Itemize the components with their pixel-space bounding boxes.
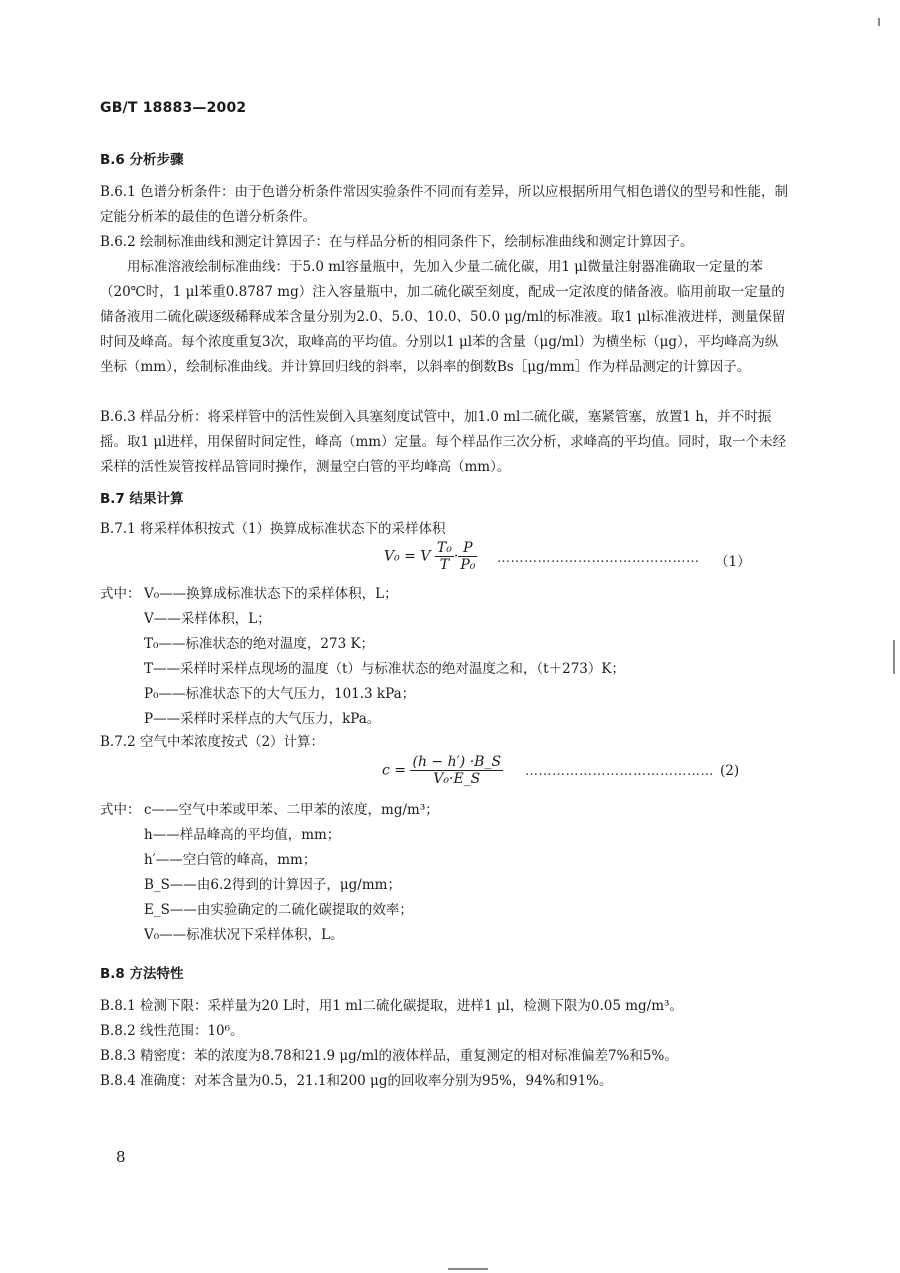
scan-mark	[878, 18, 880, 26]
where-prefix-2: 式中：	[100, 802, 141, 818]
section-b7-title: B.7 结果计算	[100, 491, 184, 507]
paragraph-b6-3: B.6.3 样品分析：将采样管中的活性炭倒入具塞刻度试管中，加1.0 ml二硫化碳，塞紧管塞，放置1 h，并不时振摇。取1 μl进样，用保留时间定性，峰高（mm）定量。每个样品作三次分析，求峰高的平均值。同时，取一个未经采样的活性炭管按样品管同时操作，测量空白管的平均峰高（mm）。	[100, 409, 787, 475]
where-prefix-1: 式中：	[100, 586, 141, 602]
where2-item: V₀——标准状况下采样体积，L。	[144, 927, 344, 943]
formula-1-lhs: V₀ = V	[384, 548, 431, 565]
page-number: 8	[116, 1148, 126, 1166]
paragraph-b8-4: B.8.4 准确度：对苯含量为0.5，21.1和200 μg的回收率分别为95%，94%和91%。	[100, 1073, 613, 1089]
formula-2-lhs: c =	[382, 762, 407, 779]
formula-1-dot: ·	[453, 548, 459, 565]
where2-item: h——样品峰高的平均值，mm；	[144, 827, 341, 843]
formula-1-fraction-pressure	[458, 540, 477, 573]
formula-1-frac2-numerator: P	[458, 540, 477, 557]
formula-1-leader-dots: ………………………………………	[497, 551, 700, 566]
where2-item: c——空气中苯或甲苯、二甲苯的浓度，mg/m³；	[144, 802, 439, 818]
formula-1	[384, 540, 477, 573]
formula-1-frac1-denominator: T	[439, 557, 450, 573]
formula-1-frac1-numerator: T₀	[436, 540, 452, 556]
formula-2-fraction	[410, 754, 503, 787]
paragraph-b6-1: B.6.1 色谱分析条件：由于色谱分析条件常因实验条件不同而有差异，所以应根据所用气相色谱仪的型号和性能，制定能分析苯的最佳的色谱分析条件。	[100, 184, 788, 225]
where1-item: V₀——换算成标准状态下的采样体积，L；	[144, 586, 398, 602]
formula-2	[382, 754, 503, 787]
paragraph-b8-1: B.8.1 检测下限：采样量为20 L时，用1 ml二硫化碳提取，进样1 μl，检测下限为0.05 mg/m³。	[100, 998, 683, 1014]
where1-item: T₀——标准状态的绝对温度，273 K；	[144, 636, 375, 652]
where1-item: V——采样体积，L；	[144, 611, 271, 627]
section-b8-title: B.8 方法特性	[100, 966, 184, 982]
formula-2-numerator: (h − h′) ·B_S	[412, 754, 502, 770]
paragraph-b7-2: B.7.2 空气中苯浓度按式（2）计算：	[100, 734, 325, 750]
where1-item: T——采样时采样点现场的温度（t）与标准状态的绝对温度之和，（t＋273）K；	[144, 661, 625, 677]
paragraph-b8-3: B.8.3 精密度：苯的浓度为8.78和21.9 μg/ml的液体样品，重复测定的相对标准偏差7%和5%。	[100, 1048, 678, 1064]
scan-mark	[893, 640, 895, 674]
where1-item: P——采样时采样点的大气压力，kPa。	[144, 711, 381, 727]
paragraph-b6-2-body: 用标准溶液绘制标准曲线：于5.0 ml容量瓶中，先加入少量二硫化碳，用1 μl微量注射器准确取一定量的苯（20℃时，1 μl苯重0.8787 mg）注入容量瓶中，加二硫化碳至刻度，配成一定浓度的储备液。临用前取一定量的储备液用二硫化碳逐级稀释成苯含量分别为2.0、5.0、10.0、50.0 μg/ml的标准液。取1 μl标准液进样，测量保留时间及峰高。每个浓度重复3次，取峰高的平均值。分别以1 μl苯的含量（μg/ml）为横坐标（μg），平均峰高为纵坐标（mm），绘制标准曲线。并计算回归线的斜率，以斜率的倒数Bs［μg/mm］作为样品测定的计算因子。	[100, 259, 786, 375]
paragraph-b7-1: B.7.1 将采样体积按式（1）换算成标准状态下的采样体积	[100, 521, 446, 537]
where2-item: E_S——由实验确定的二硫化碳提取的效率；	[144, 902, 413, 918]
where2-item: h′——空白管的峰高，mm；	[144, 852, 317, 868]
formula-2-number: (2)	[720, 763, 740, 779]
formula-2-denominator: V₀·E_S	[433, 771, 481, 787]
formula-1-frac2-denominator: P₀	[460, 557, 476, 573]
section-b6-title: B.6 分析步骤	[100, 152, 184, 168]
paragraph-b6-2: B.6.2 绘制标准曲线和测定计算因子：在与样品分析的相同条件下，绘制标准曲线和测定计算因子。	[100, 234, 694, 250]
scan-mark	[448, 1268, 488, 1270]
standard-code-header: GB/T 18883—2002	[100, 100, 247, 116]
formula-2-leader-dots: ……………………………………	[525, 764, 714, 779]
formula-1-number: （1）	[715, 554, 751, 570]
where2-item: B_S——由6.2得到的计算因子，μg/mm；	[144, 877, 401, 893]
where1-item: P₀——标准状态下的大气压力，101.3 kPa；	[144, 686, 416, 702]
formula-1-fraction-temperature	[435, 540, 454, 573]
paragraph-b8-2: B.8.2 线性范围：10⁶。	[100, 1023, 244, 1039]
